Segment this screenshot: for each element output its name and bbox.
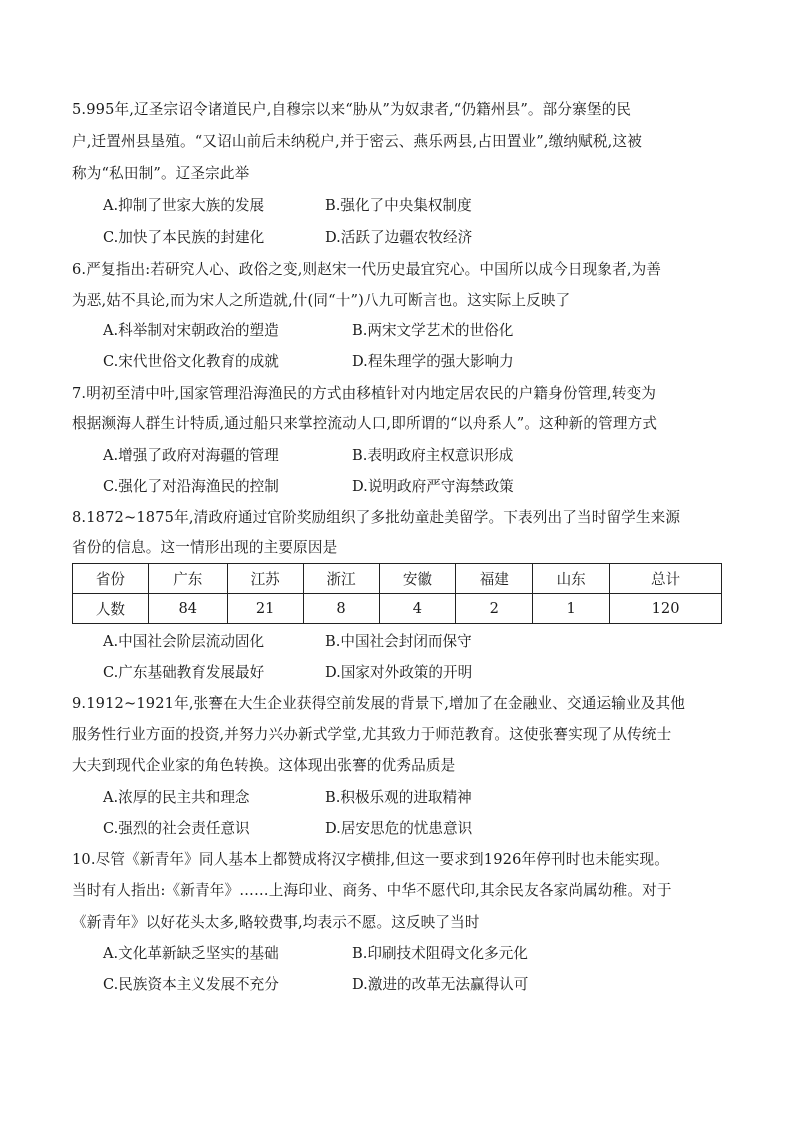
q6-option-b: B.两宋文学艺术的世俗化: [352, 322, 514, 339]
q9-line-1: 9.1912~1921年,张謇在大生企业获得空前发展的背景下,增加了在金融业、交通运输业及其他: [72, 695, 685, 712]
q9-option-b: B.积极乐观的进取精神: [325, 789, 472, 806]
q8-option-b: B.中国社会封闭而保守: [325, 633, 472, 650]
table-cell: 120: [610, 594, 722, 624]
table-cell: 1: [533, 594, 610, 624]
q7-option-a: A.增强了政府对海疆的管理: [103, 447, 279, 464]
q8-option-c: C.广东基础教育发展最好: [103, 664, 265, 681]
q7-option-b: B.表明政府主权意识形成: [352, 447, 514, 464]
table-cell: 总计: [610, 564, 722, 594]
q9-line-3: 大夫到现代企业家的角色转换。这体现出张謇的优秀品质是: [72, 757, 456, 774]
q10-option-c: C.民族资本主义发展不充分: [103, 976, 279, 993]
table-cell: 人数: [73, 594, 149, 624]
q5-line-1: 5.995年,辽圣宗诏令诸道民户,自穆宗以来“胁从”为奴隶者,“仍籍州县”。部分寨堡的民: [72, 101, 632, 118]
table-cell: 21: [227, 594, 303, 624]
student-origin-table: [72, 563, 722, 624]
q6-option-d: D.程朱理学的强大影响力: [352, 353, 514, 370]
q10-option-a: A.文化革新缺乏坚实的基础: [103, 945, 279, 962]
table-cell: 广东: [148, 564, 227, 594]
q8-option-d: D.国家对外政策的开明: [325, 664, 473, 681]
q10-line-3: 《新青年》以好花头太多,略较费事,均表示不愿。这反映了当时: [72, 914, 480, 931]
q9-line-2: 服务性行业方面的投资,并努力兴办新式学堂,尤其致力于师范教育。这使张謇实现了从传统士: [72, 726, 672, 743]
q8-option-a: A.中国社会阶层流动固化: [103, 633, 265, 650]
table-cell: 安徽: [379, 564, 456, 594]
q10-option-d: D.激进的改革无法赢得认可: [352, 976, 529, 993]
q9-option-d: D.居安思危的忧患意识: [325, 820, 473, 837]
q7-line-2: 根据濒海人群生计特质,通过船只来掌控流动人口,即所谓的“以舟系人”。这种新的管理方式: [72, 415, 658, 432]
q10-option-b: B.印刷技术阻碍文化多元化: [352, 945, 528, 962]
table-row: [73, 594, 722, 624]
q5-option-d: D.活跃了边疆农牧经济: [325, 229, 473, 246]
q6-option-a: A.科举制对宋朝政治的塑造: [103, 322, 279, 339]
q9-option-c: C.强烈的社会责任意识: [103, 820, 250, 837]
q7-option-c: C.强化了对沿海渔民的控制: [103, 478, 279, 495]
q9-option-a: A.浓厚的民主共和理念: [103, 789, 250, 806]
q5-option-a: A.抑制了世家大族的发展: [103, 197, 265, 214]
q6-line-2: 为恶,姑不具论,而为宋人之所造就,什(同“十”)八九可断言也。这实际上反映了: [72, 292, 571, 309]
q8-line-1: 8.1872~1875年,清政府通过官阶奖励组织了多批幼童赴美留学。下表列出了当时留学生来源: [72, 509, 681, 526]
q5-option-b: B.强化了中央集权制度: [325, 197, 472, 214]
q7-option-d: D.说明政府严守海禁政策: [352, 478, 514, 495]
table-cell: 江苏: [227, 564, 303, 594]
table-cell: 8: [303, 594, 379, 624]
q5-line-3: 称为“私田制”。辽圣宗此举: [72, 165, 250, 182]
q5-option-c: C.加快了本民族的封建化: [103, 229, 265, 246]
table-header-row: [73, 564, 722, 594]
table-cell: 2: [456, 594, 533, 624]
q7-line-1: 7.明初至清中叶,国家管理沿海渔民的方式由移植针对内地定居农民的户籍身份管理,转变为: [72, 385, 657, 402]
table-cell: 4: [379, 594, 456, 624]
table-cell: 浙江: [303, 564, 379, 594]
table-cell: 84: [148, 594, 227, 624]
q6-line-1: 6.严复指出:若研究人心、政俗之变,则赵宋一代历史最宜究心。中国所以成今日现象者,为善: [72, 261, 662, 278]
q8-line-2: 省份的信息。这一情形出现的主要原因是: [72, 539, 338, 556]
q10-line-1: 10.尽管《新青年》同人基本上都赞成将汉字横排,但这一要求到1926年停刊时也未能实现。: [72, 851, 669, 868]
table-cell: 福建: [456, 564, 533, 594]
q5-line-2: 户,迁置州县垦殖。“又诏山前后未纳税户,并于密云、燕乐两县,占田置业”,缴纳赋税,这被: [72, 133, 642, 150]
table-cell: 省份: [73, 564, 149, 594]
q6-option-c: C.宋代世俗文化教育的成就: [103, 353, 279, 370]
q10-line-2: 当时有人指出:《新青年》……上海印业、商务、中华不愿代印,其余民友各家尚属幼稚。对于: [72, 882, 672, 899]
table-cell: 山东: [533, 564, 610, 594]
